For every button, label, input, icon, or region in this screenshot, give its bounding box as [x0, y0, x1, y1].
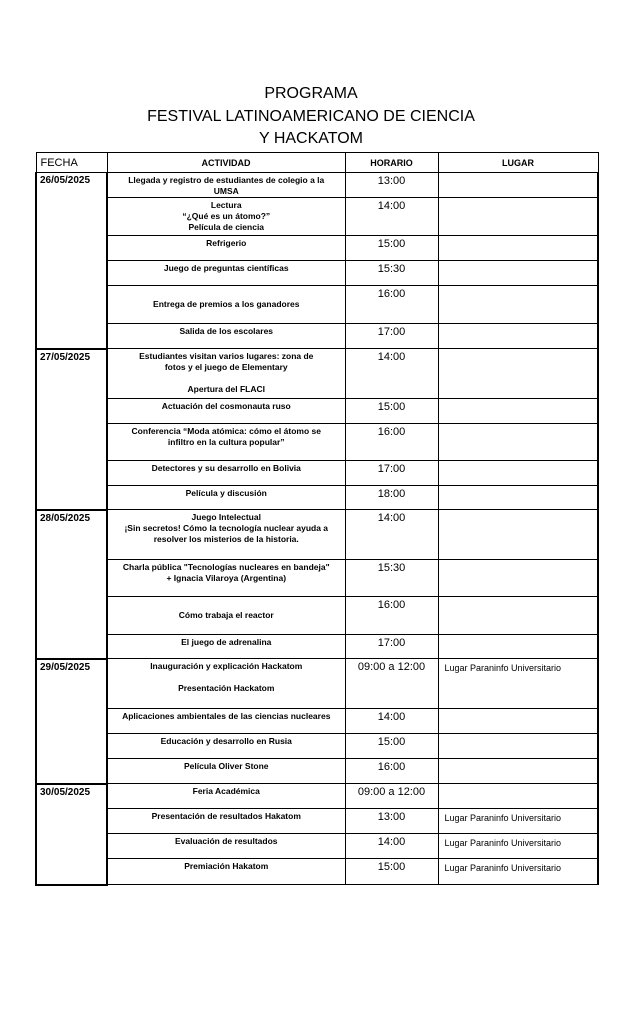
table-row: [36, 759, 598, 784]
actividad-cell: [107, 173, 345, 198]
lugar-cell: [438, 734, 598, 759]
actividad-cell: [107, 286, 345, 324]
horario-text: 16:00: [377, 761, 406, 773]
horario-cell: [345, 560, 438, 597]
horario-text: 17:00: [377, 463, 406, 475]
table-row: [36, 173, 598, 198]
lugar-text: [439, 759, 598, 762]
table-row: [36, 198, 598, 236]
lugar-text: Lugar Paraninfo Universitario: [444, 863, 562, 873]
table-row: [36, 635, 598, 659]
actividad-text: El juego de adrenalina: [181, 637, 272, 647]
table-row: [36, 809, 598, 834]
actividad-cell: [107, 399, 345, 424]
actividad-cell: [107, 198, 345, 236]
horario-cell: [345, 236, 438, 261]
table-row: [36, 461, 598, 486]
lugar-cell: [438, 784, 598, 809]
horario-text: 14:00: [377, 200, 406, 212]
lugar-cell: [438, 236, 598, 261]
horario-text: 18:00: [377, 488, 406, 500]
horario-text: 15:00: [377, 861, 406, 873]
lugar-text: Lugar Paraninfo Universitario: [444, 813, 562, 823]
actividad-text: Juego de preguntas científicas: [163, 263, 289, 273]
lugar-text: [439, 635, 598, 638]
actividad-text: Estudiantes visitan varios lugares: zona de fotos y el juego de Elementary Apertura del FLACI: [139, 351, 314, 394]
lugar-text: [439, 784, 598, 787]
actividad-text: Educación y desarrollo en Rusia: [160, 736, 292, 746]
lugar-cell: [438, 198, 598, 236]
horario-cell: [345, 635, 438, 659]
actividad-cell: [107, 635, 345, 659]
horario-cell: [345, 784, 438, 809]
header-actividad: ACTIVIDAD: [107, 153, 345, 173]
date-cell: 29/05/2025: [36, 659, 107, 784]
lugar-cell: [438, 635, 598, 659]
horario-text: 14:00: [377, 711, 406, 723]
lugar-cell: [438, 399, 598, 424]
lugar-cell: [438, 173, 598, 198]
actividad-text: Salida de los escolares: [179, 326, 274, 336]
horario-text: 15:30: [377, 263, 406, 275]
table-row: [36, 834, 598, 859]
horario-cell: [345, 286, 438, 324]
lugar-cell: [438, 560, 598, 597]
horario-text: 16:00: [377, 288, 406, 300]
horario-text: 14:00: [377, 351, 406, 363]
table-row: [36, 486, 598, 510]
horario-cell: [345, 734, 438, 759]
table-row: [36, 709, 598, 734]
horario-cell: [345, 349, 438, 399]
lugar-cell: [438, 461, 598, 486]
lugar-text: [439, 173, 598, 176]
horario-text: 15:00: [377, 401, 406, 413]
actividad-cell: [107, 734, 345, 759]
actividad-cell: [107, 597, 345, 635]
actividad-cell: [107, 759, 345, 784]
lugar-cell: [438, 709, 598, 734]
actividad-cell: [107, 486, 345, 510]
table-row: [36, 286, 598, 324]
horario-cell: [345, 173, 438, 198]
horario-cell: [345, 659, 438, 709]
lugar-text: [439, 349, 598, 352]
actividad-text: Detectores y su desarrollo en Bolivia: [151, 463, 301, 473]
actividad-text: Presentación de resultados Hakatom: [151, 811, 301, 821]
table-body: [36, 173, 598, 885]
lugar-cell: [438, 859, 598, 885]
actividad-cell: [107, 424, 345, 461]
horario-cell: [345, 809, 438, 834]
lugar-text: [439, 597, 598, 600]
actividad-cell: [107, 809, 345, 834]
lugar-text: [439, 461, 598, 464]
actividad-cell: [107, 510, 345, 560]
date-cell: 30/05/2025: [36, 784, 107, 885]
table-row: [36, 597, 598, 635]
lugar-cell: [438, 424, 598, 461]
lugar-text: [439, 709, 598, 712]
horario-cell: [345, 759, 438, 784]
lugar-cell: [438, 510, 598, 560]
horario-text: 17:00: [377, 326, 406, 338]
title-line-3: Y HACKATOM: [258, 130, 364, 147]
lugar-text: [439, 424, 598, 427]
table-row: [36, 324, 598, 349]
actividad-text: Llegada y registro de estudiantes de colegio a la UMSA: [128, 175, 325, 196]
table-row: [36, 784, 598, 809]
lugar-cell: [438, 834, 598, 859]
horario-text: 16:00: [377, 426, 406, 438]
actividad-cell: [107, 834, 345, 859]
lugar-cell: [438, 759, 598, 784]
actividad-text: Cómo trabaja el reactor: [178, 610, 274, 620]
horario-text: 15:00: [377, 238, 406, 250]
actividad-cell: [107, 324, 345, 349]
date-cell: 27/05/2025: [36, 349, 107, 510]
actividad-text: Aplicaciones ambientales de las ciencias nucleares: [122, 711, 331, 721]
actividad-cell: [107, 784, 345, 809]
actividad-text: Feria Académica: [192, 786, 260, 796]
actividad-cell: [107, 261, 345, 286]
table-row: [36, 261, 598, 286]
header-fecha: FECHA: [36, 153, 107, 173]
horario-cell: [345, 261, 438, 286]
horario-text: 14:00: [377, 836, 406, 848]
horario-text: 13:00: [377, 811, 406, 823]
lugar-text: [439, 734, 598, 737]
horario-cell: [345, 198, 438, 236]
horario-cell: [345, 399, 438, 424]
table-row: [36, 659, 598, 709]
actividad-cell: [107, 349, 345, 399]
actividad-text: Charla pública "Tecnologías nucleares en bandeja" + Ignacia Vilaroya (Argentina): [122, 562, 330, 583]
actividad-text: Película y discusión: [185, 488, 267, 498]
table-row: [36, 734, 598, 759]
horario-cell: [345, 424, 438, 461]
lugar-text: [439, 198, 598, 201]
lugar-cell: [438, 286, 598, 324]
horario-cell: [345, 324, 438, 349]
actividad-cell: [107, 709, 345, 734]
table-row: [36, 424, 598, 461]
table-row: [36, 560, 598, 597]
lugar-text: [439, 286, 598, 289]
horario-cell: [345, 859, 438, 885]
table-row: [36, 859, 598, 885]
horario-cell: [345, 597, 438, 635]
header-lugar: LUGAR: [438, 153, 598, 173]
horario-text: 16:00: [377, 599, 406, 611]
table-row: [36, 510, 598, 560]
header-horario: HORARIO: [345, 153, 438, 173]
horario-text: 09:00 a 12:00: [357, 786, 426, 798]
lugar-cell: [438, 324, 598, 349]
lugar-text: Lugar Paraninfo Universitario: [444, 838, 562, 848]
actividad-cell: [107, 560, 345, 597]
lugar-cell: [438, 349, 598, 399]
lugar-cell: [438, 809, 598, 834]
actividad-cell: [107, 236, 345, 261]
actividad-text: Juego Intelectual ¡Sin secretos! Cómo la tecnología nuclear ayuda a resolver los misterios de la historia.: [124, 512, 329, 544]
horario-text: 15:00: [377, 736, 406, 748]
lugar-text: [439, 324, 598, 327]
actividad-text: Evaluación de resultados: [174, 836, 278, 846]
actividad-cell: [107, 659, 345, 709]
actividad-text: Inauguración y explicación Hackatom Presentación Hackatom: [150, 661, 303, 693]
table-row: [36, 349, 598, 399]
lugar-text: [439, 399, 598, 402]
horario-text: 09:00 a 12:00: [357, 661, 426, 673]
actividad-text: Película Oliver Stone: [183, 761, 269, 771]
program-table: [35, 152, 599, 886]
horario-cell: [345, 486, 438, 510]
horario-text: 15:30: [377, 562, 406, 574]
lugar-cell: [438, 486, 598, 510]
lugar-text: [439, 486, 598, 489]
lugar-cell: [438, 597, 598, 635]
horario-text: 14:00: [377, 512, 406, 524]
actividad-text: Refrigerio: [206, 238, 247, 248]
horario-text: 17:00: [377, 637, 406, 649]
lugar-text: Lugar Paraninfo Universitario: [444, 663, 562, 673]
actividad-text: Conferencia “Moda atómica: cómo el átomo se infiltro en la cultura popular”: [131, 426, 321, 447]
horario-cell: [345, 461, 438, 486]
lugar-text: [439, 261, 598, 264]
actividad-cell: [107, 859, 345, 885]
lugar-text: [439, 510, 598, 513]
lugar-cell: [438, 659, 598, 709]
actividad-text: Premiación Hakatom: [184, 861, 269, 871]
actividad-text: Entrega de premios a los ganadores: [153, 299, 300, 309]
horario-text: 13:00: [377, 175, 406, 187]
actividad-cell: [107, 461, 345, 486]
actividad-text: Lectura “¿Qué es un átomo?” Película de ciencia: [182, 200, 271, 232]
title-line-1: PROGRAMA: [264, 85, 358, 102]
lugar-cell: [438, 261, 598, 286]
title-line-2: FESTIVAL LATINOAMERICANO DE CIENCIA: [147, 108, 475, 125]
actividad-text: Actuación del cosmonauta ruso: [161, 401, 291, 411]
horario-cell: [345, 834, 438, 859]
date-cell: 26/05/2025: [36, 173, 107, 349]
table-row: [36, 236, 598, 261]
horario-cell: [345, 709, 438, 734]
lugar-text: [439, 560, 598, 563]
lugar-text: [439, 236, 598, 239]
horario-cell: [345, 510, 438, 560]
table-header-row: [36, 153, 598, 173]
table-row: [36, 399, 598, 424]
date-cell: 28/05/2025: [36, 510, 107, 659]
